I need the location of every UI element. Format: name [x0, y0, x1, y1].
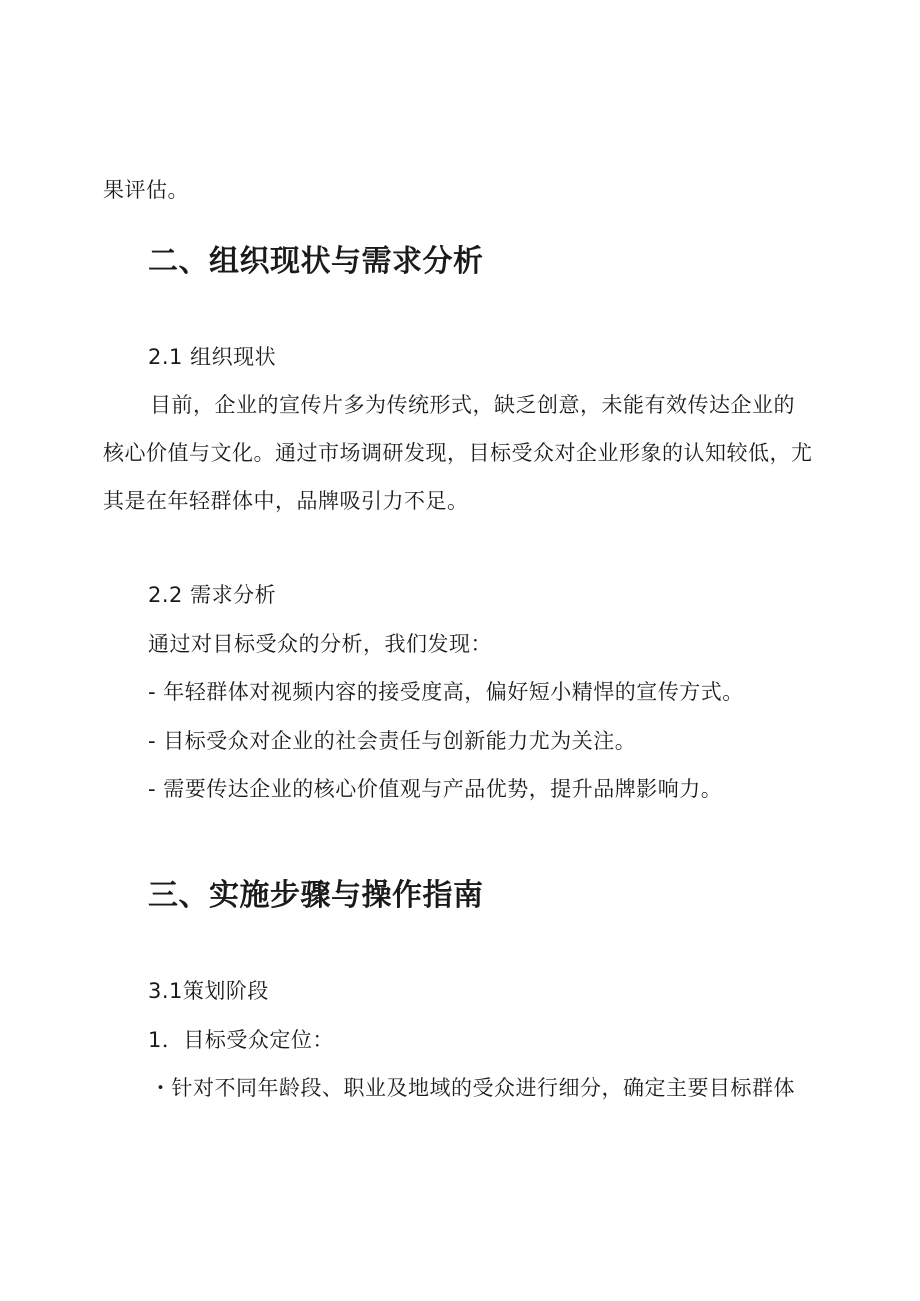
list-item: ・针对不同年龄段、职业及地域的受众进行细分，确定主要目标群体 [150, 1076, 795, 1100]
numbered-item: 1．目标受众定位： [148, 1028, 334, 1052]
subsection-2-2-title: 2.2 需求分析 [148, 583, 277, 607]
subsection-3-1-title: 3.1策划阶段 [148, 979, 269, 1003]
subsection-2-1-title: 2.1 组织现状 [148, 345, 277, 369]
list-item: - 需要传达企业的核心价值观与产品优势，提升品牌影响力。 [148, 777, 723, 801]
paragraph-line: 目前，企业的宣传片多为传统形式，缺乏创意，未能有效传达企业的 [150, 393, 795, 417]
section-2-heading: 二、组织现状与需求分析 [148, 244, 484, 279]
list-item: - 目标受众对企业的社会责任与创新能力尤为关注。 [148, 729, 637, 753]
list-item: - 年轻群体对视频内容的接受度高，偏好短小精悍的宣传方式。 [148, 680, 744, 704]
analysis-intro: 通过对目标受众的分析，我们发现： [148, 632, 492, 656]
paragraph-line: 核心价值与文化。通过市场调研发现，目标受众对企业形象的认知较低，尤 [103, 441, 813, 465]
section-3-heading: 三、实施步骤与操作指南 [148, 878, 484, 913]
paragraph-line: 其是在年轻群体中，品牌吸引力不足。 [103, 489, 469, 513]
continuation-text: 果评估。 [103, 178, 189, 202]
